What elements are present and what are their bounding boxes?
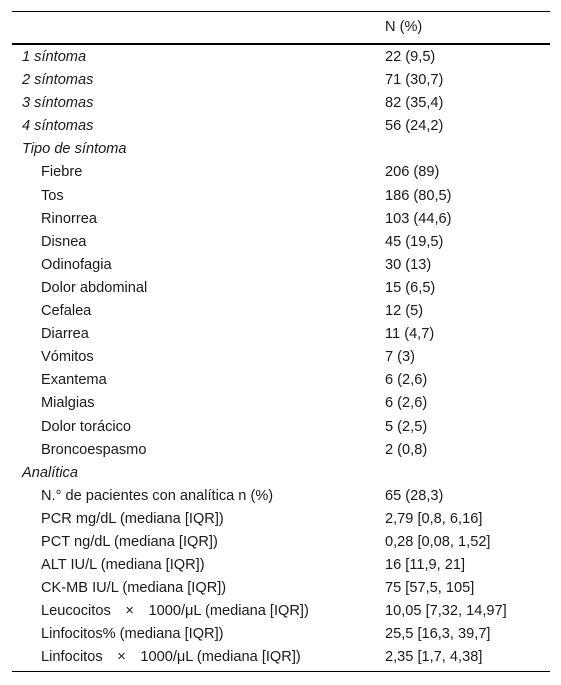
- table-row: [12, 185, 550, 208]
- table-bottom-rule: [12, 671, 550, 672]
- row-value: 2,79 [0,8, 6,16]: [385, 510, 483, 527]
- row-value: 2 (0,8): [385, 441, 428, 458]
- table-row: [12, 138, 550, 161]
- row-label: 1 síntoma: [22, 49, 87, 65]
- row-label: 2 síntomas: [22, 72, 94, 89]
- row-value: 45 (19,5): [385, 233, 444, 250]
- row-value: 6 (2,6): [385, 395, 428, 412]
- table-row: [12, 554, 550, 577]
- row-label: Disnea: [41, 233, 87, 250]
- table-row: [12, 161, 550, 184]
- table-row: [12, 277, 550, 300]
- table-row: [12, 392, 550, 415]
- row-label: Vómitos: [41, 349, 94, 366]
- row-value: 206 (89): [385, 164, 440, 181]
- row-label: Rinorrea: [41, 210, 97, 227]
- row-label: Cefalea: [41, 303, 92, 320]
- row-value: 0,28 [0,08, 1,52]: [385, 533, 491, 550]
- table-row: [12, 69, 550, 92]
- row-label: Linfocitos% (mediana [IQR]): [41, 626, 224, 643]
- table-row: [12, 254, 550, 277]
- row-value: 25,5 [16,3, 39,7]: [385, 626, 491, 643]
- table-row: [12, 600, 550, 623]
- row-value: 15 (6,5): [385, 279, 436, 296]
- row-label: PCT ng/dL (mediana [IQR]): [41, 533, 218, 550]
- row-value: 7 (3): [385, 349, 416, 366]
- row-label: Odinofagia: [41, 256, 112, 273]
- table-row: [12, 208, 550, 231]
- table-row: [12, 369, 550, 392]
- table-row: [12, 323, 550, 346]
- table-row: [12, 231, 550, 254]
- table-row: [12, 623, 550, 646]
- table-row: [12, 462, 550, 485]
- row-value: 12 (5): [385, 303, 424, 320]
- row-value: 82 (35,4): [385, 95, 444, 112]
- row-label: Leucocitos × 1000/μL (mediana [IQR]): [41, 603, 309, 620]
- table-header-row: [12, 12, 550, 43]
- row-value: 5 (2,5): [385, 418, 428, 435]
- table-row: [12, 485, 550, 508]
- row-label: Dolor torácico: [41, 418, 132, 435]
- row-label: ALT IU/L (mediana [IQR]): [41, 557, 205, 574]
- data-table: [12, 11, 550, 672]
- header-col2: N (%): [385, 19, 423, 35]
- row-value: 186 (80,5): [385, 187, 452, 204]
- row-value: 56 (24,2): [385, 118, 444, 135]
- table-row: [12, 300, 550, 323]
- row-label: N.° de pacientes con analítica n (%): [41, 487, 274, 504]
- row-value: 6 (2,6): [385, 372, 428, 389]
- table-row: [12, 416, 550, 439]
- table-row: [12, 46, 550, 69]
- row-label: 4 síntomas: [22, 118, 94, 135]
- row-label: Fiebre: [41, 164, 83, 181]
- row-label: 3 síntomas: [22, 95, 94, 112]
- table-row: [12, 508, 550, 531]
- row-value: 65 (28,3): [385, 487, 444, 504]
- row-value: 30 (13): [385, 256, 432, 273]
- row-value: 16 [11,9, 21]: [385, 557, 466, 574]
- row-value: 11 (4,7): [385, 326, 435, 343]
- row-value: 103 (44,6): [385, 210, 452, 227]
- row-label: Dolor abdominal: [41, 279, 148, 296]
- table-row: [12, 92, 550, 115]
- row-label: Analítica: [22, 464, 78, 481]
- row-label: PCR mg/dL (mediana [IQR]): [41, 510, 224, 527]
- table-row: [12, 531, 550, 554]
- row-value: 10,05 [7,32, 14,97]: [385, 603, 507, 620]
- row-label: Tipo de síntoma: [22, 141, 127, 158]
- table-row: [12, 439, 550, 462]
- row-value: 22 (9,5): [385, 49, 436, 65]
- row-label: Mialgias: [41, 395, 95, 412]
- table-body: [12, 45, 550, 671]
- table-row: [12, 646, 550, 669]
- row-label: Exantema: [41, 372, 107, 389]
- table-row: [12, 346, 550, 369]
- row-label: CK-MB IU/L (mediana [IQR]): [41, 580, 227, 597]
- table-row: [12, 577, 550, 600]
- row-label: Linfocitos × 1000/μL (mediana [IQR]): [41, 649, 301, 666]
- table-row: [12, 115, 550, 138]
- row-label: Tos: [41, 187, 64, 204]
- row-label: Diarrea: [41, 326, 89, 343]
- row-label: Broncoespasmo: [41, 441, 147, 458]
- row-value: 2,35 [1,7, 4,38]: [385, 649, 483, 666]
- row-value: 71 (30,7): [385, 72, 444, 89]
- row-value: 75 [57,5, 105]: [385, 580, 475, 597]
